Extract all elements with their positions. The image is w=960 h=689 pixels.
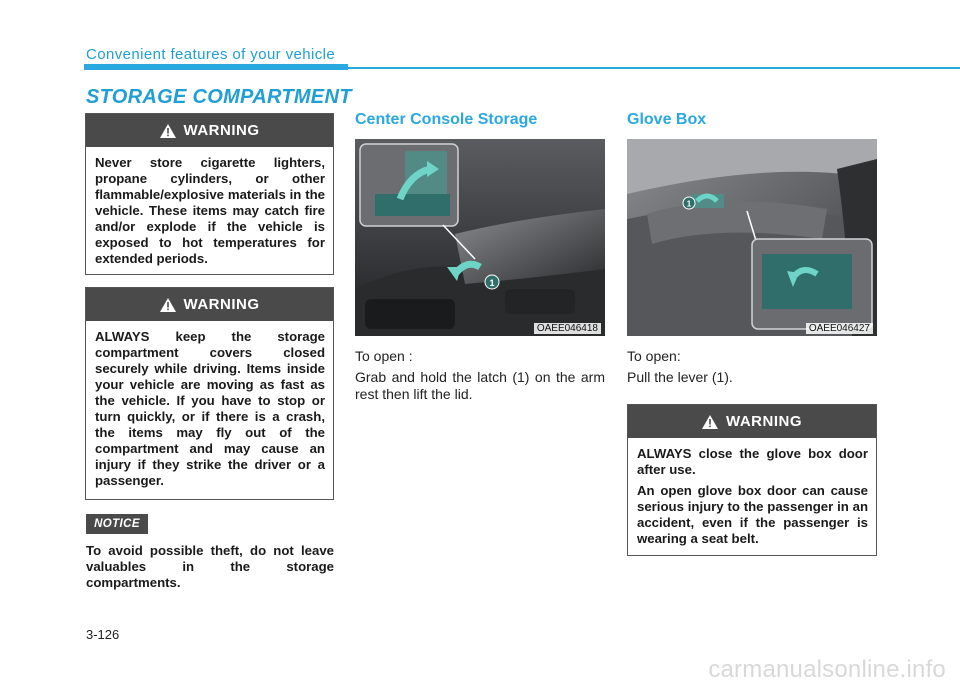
notice-badge: NOTICE <box>86 514 148 534</box>
warning-body <box>86 147 333 275</box>
center-console-image-code: OAEE046418 <box>534 323 601 334</box>
center-console-title: Center Console Storage <box>355 111 538 128</box>
glove-box-instructions <box>627 348 877 386</box>
warning-title: WARNING <box>183 296 260 313</box>
warning-triangle-icon <box>702 415 718 429</box>
glove-box-title: Glove Box <box>627 111 707 128</box>
center-console-open-steps: Grab and hold the latch (1) on the arm rest then lift the lid. <box>355 369 605 402</box>
warning-text: ALWAYS keep the storage compartment covers closed securely while driving. Items inside your vehicle are moving as fast as the vehicle. If you have to stop or turn quickly, or if there is a crash, the items may fly out of the compartment and may cause an injury if they strike the driver or a passenger. <box>95 329 325 488</box>
glove-box-photo <box>627 139 877 336</box>
warning-text: ALWAYS close the glove box door after use. <box>637 446 868 477</box>
center-console-instructions <box>355 348 605 403</box>
glove-box-image-code: OAEE046427 <box>806 323 873 334</box>
warning-text: Never store cigarette lighters, propane cylinders, or other flammable/explosive materials in the vehicle. These items may catch fire and/or explode if the vehicle is exposed to hot temperatures for extended periods. <box>95 155 325 266</box>
glove-box-open-steps: Pull the lever (1). <box>627 369 733 385</box>
warning-triangle-icon <box>160 298 176 312</box>
page-title: STORAGE COMPARTMENT <box>86 86 352 108</box>
warning-box-flammables <box>85 113 334 275</box>
glove-box-open-label: To open: <box>627 348 681 364</box>
warning-box-storage-covers <box>85 287 334 500</box>
warning-header <box>628 405 876 438</box>
warning-header <box>86 288 333 321</box>
notice-text: To avoid possible theft, do not leave valuables in the storage compartments. <box>86 543 334 590</box>
glove-box-callout: 1 <box>686 199 692 209</box>
header-section-title: Convenient features of your vehicle <box>86 46 336 63</box>
center-console-photo <box>355 139 605 336</box>
warning-box-glove-box <box>627 404 877 556</box>
warning-body <box>86 321 333 497</box>
warning-triangle-icon <box>160 124 176 138</box>
warning-title: WARNING <box>726 413 802 430</box>
warning-header <box>86 114 333 147</box>
warning-text: An open glove box door can cause serious injury to the passenger in an accident, even if the passenger is wearing a seat belt. <box>637 483 868 546</box>
watermark: carmanualsonline.info <box>708 656 946 683</box>
center-console-open-label: To open : <box>355 348 413 364</box>
warning-title: WARNING <box>183 122 260 139</box>
warning-body <box>628 438 876 555</box>
header-rule <box>84 67 960 69</box>
page-number: 3-126 <box>86 627 120 642</box>
center-console-callout: 1 <box>489 278 495 288</box>
